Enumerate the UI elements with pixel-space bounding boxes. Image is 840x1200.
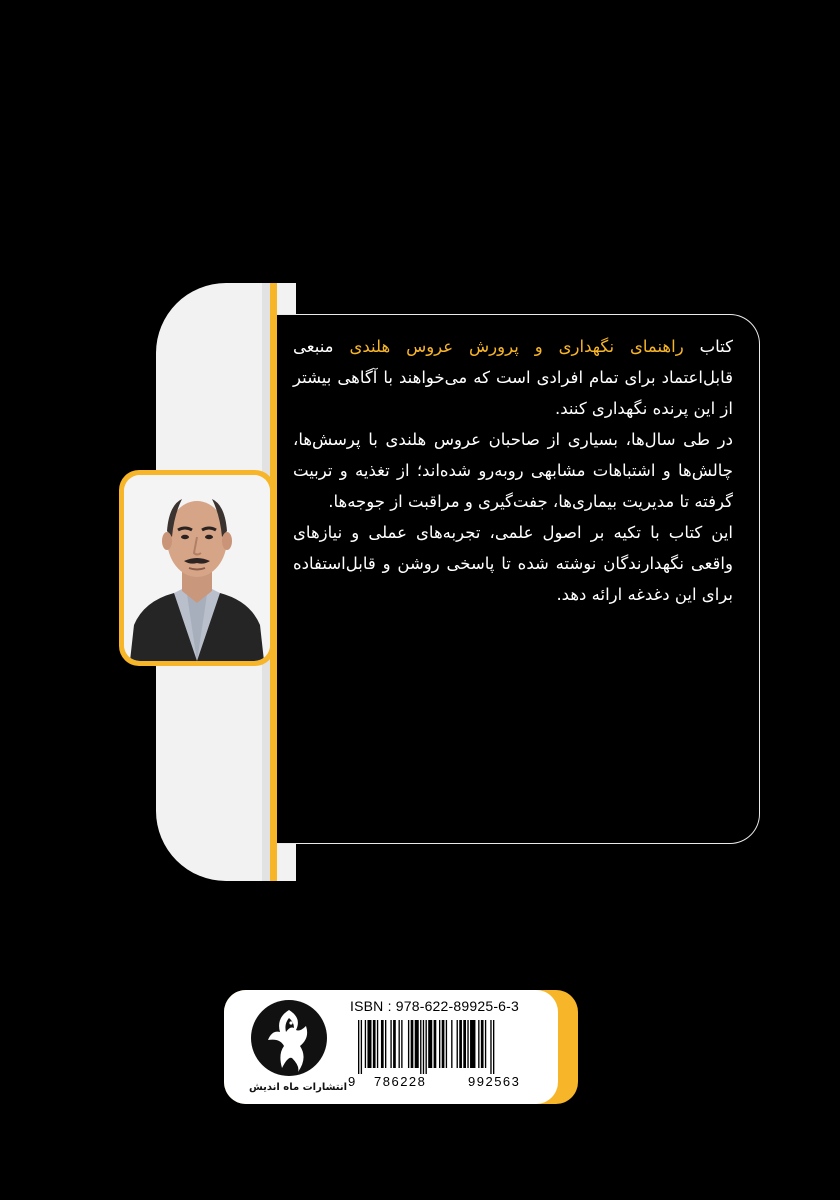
barcode-bar	[442, 1020, 445, 1068]
barcode-right-digits: 992563	[468, 1074, 521, 1089]
intro-paragraph	[293, 331, 733, 424]
barcode-bar	[365, 1020, 366, 1068]
book-title: راهنمای نگهداری و پرورش عروس هلندی	[349, 337, 684, 356]
barcode-bar	[381, 1020, 384, 1068]
barcode-bar	[390, 1020, 391, 1068]
barcode-bar	[399, 1020, 400, 1068]
barcode-bar	[481, 1020, 484, 1068]
author-portrait-icon	[124, 475, 270, 661]
barcode-bar	[451, 1020, 452, 1068]
author-photo	[124, 475, 270, 661]
barcode-bar	[358, 1020, 359, 1074]
barcode-bar	[411, 1020, 414, 1068]
barcode-bar	[463, 1020, 466, 1068]
barcode-bar	[470, 1020, 475, 1068]
barcode-bar	[415, 1020, 419, 1068]
publisher-name: انتشارات ماه اندیش	[248, 1082, 348, 1093]
barcode	[358, 1020, 550, 1074]
barcode-bar	[385, 1020, 386, 1068]
isbn-label: ISBN : 978-622-89925-6-3	[350, 998, 520, 1014]
isbn-card-inner	[224, 990, 558, 1104]
publisher-logo	[242, 996, 348, 1100]
paragraph-purpose: این کتاب با تکیه بر اصول علمی، تجربه‌های عملی و نیازهای واقعی نگهدارندگان نوشته شده تا پاسخی روشن و قابل‌استفاده برای این دغدغه ارائه دهد.	[293, 523, 733, 604]
barcode-bar	[423, 1020, 424, 1074]
author-photo-frame	[119, 470, 275, 666]
barcode-bar	[428, 1020, 432, 1068]
intro-text: منبعی قابل‌اعتماد برای تمام افرادی است که می‌خواهند با آگاهی بیشتر از این پرنده نگهداری کنند.	[293, 337, 733, 418]
barcode-bar	[377, 1020, 378, 1068]
barcode-bar	[361, 1020, 362, 1074]
barcode-bar	[485, 1020, 486, 1068]
isbn-card	[224, 990, 578, 1104]
barcode-bar	[420, 1020, 421, 1074]
barcode-bar	[467, 1020, 468, 1068]
phoenix-bird-icon	[242, 996, 336, 1082]
paragraph-challenges: در طی سال‌ها، بسیاری از صاحبان عروس هلندی با پرسش‌ها، چالش‌ها و اشتباهات مشابهی روبه‌رو شده‌اند؛ از تغذیه و تربیت گرفته تا مدیریت بیماری‌ها، جفت‌گیری و مراقبت از جوجه‌ها.	[293, 430, 733, 511]
barcode-bar	[490, 1020, 491, 1074]
barcode-bar	[408, 1020, 409, 1068]
barcode-bar	[393, 1020, 396, 1068]
barcode-bar	[493, 1020, 494, 1074]
barcode-bar	[434, 1020, 437, 1068]
description-panel	[277, 314, 760, 844]
description-text	[293, 331, 733, 610]
barcode-bar	[367, 1020, 371, 1068]
barcode-bar	[446, 1020, 447, 1068]
barcode-lead-digit: 9	[348, 1074, 357, 1089]
barcode-bar	[439, 1020, 440, 1068]
barcode-bar	[457, 1020, 458, 1068]
intro-prefix: کتاب	[683, 337, 733, 356]
barcode-bar	[459, 1020, 462, 1068]
barcode-bar	[401, 1020, 402, 1068]
barcode-left-digits: 786228	[374, 1074, 427, 1089]
barcode-bar	[426, 1020, 427, 1074]
barcode-bar	[478, 1020, 479, 1068]
barcode-bar	[373, 1020, 376, 1068]
